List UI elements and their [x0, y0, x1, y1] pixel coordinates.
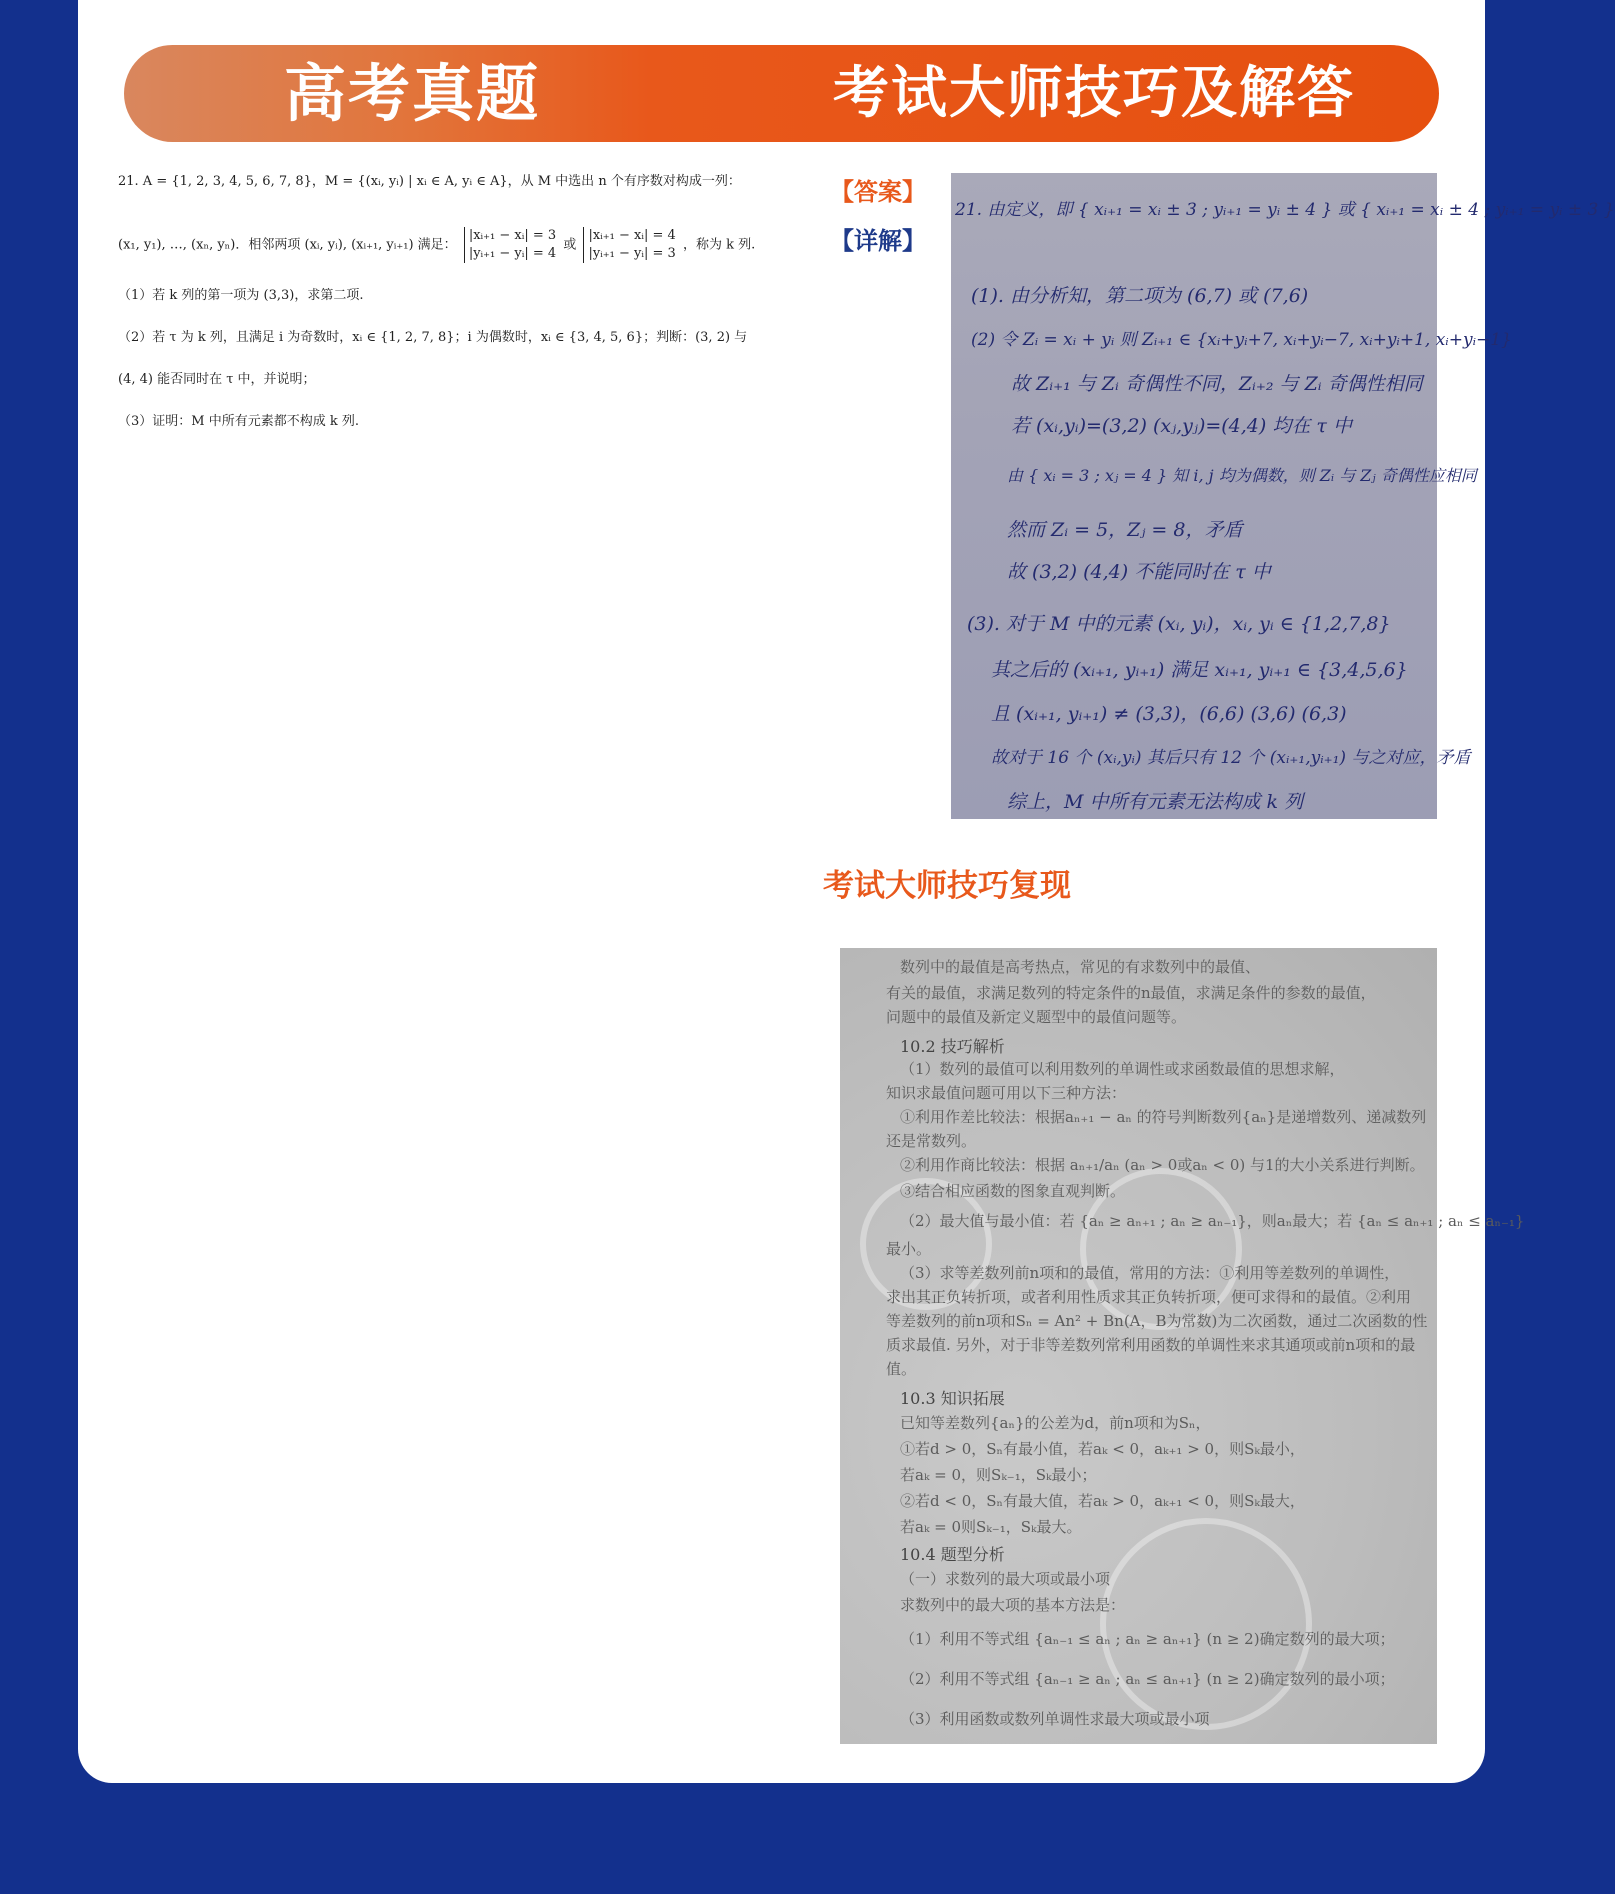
- book-line: 求出其正负转折项，或者利用性质求其正负转折项，便可求得和的最值。②利用: [886, 1288, 1412, 1306]
- watermark-stamp: [1100, 1518, 1312, 1730]
- book-line: 质求最值. 另外，对于非等差数列常利用函数的单调性来求其通项或前n项和的最: [886, 1336, 1416, 1354]
- question-3: （3）证明：M 中所有元素都不构成 k 列.: [118, 414, 359, 429]
- hw-line: 由 { xᵢ = 3 ; xⱼ = 4 } 知 i, j 均为偶数，则 Zᵢ 与 Zⱼ 奇偶性应相同: [1007, 466, 1477, 485]
- book-line: 值。: [886, 1360, 917, 1378]
- hw-line: 故 Zᵢ₊₁ 与 Zᵢ 奇偶性不同，Zᵢ₊₂ 与 Zᵢ 奇偶性相同: [1011, 373, 1423, 395]
- condition-1b: |yᵢ₊₁ − yᵢ| = 4: [468, 246, 557, 261]
- hw-line: 21. 由定义，即 { xᵢ₊₁ = xᵢ ± 3 ; yᵢ₊₁ = yᵢ ± 4 } 或 { xᵢ₊₁ = xᵢ ± 4 ; yᵢ₊₁ = yᵢ ± 3 }: [955, 200, 1615, 220]
- book-line: 数列中的最值是高考热点，常见的有求数列中的最值、: [900, 958, 1261, 976]
- book-line: 知识求最值问题可用以下三种方法：: [886, 1084, 1127, 1102]
- book-line: （一）求数列的最大项或最小项: [900, 1570, 1111, 1588]
- question-2a: （2）若 τ 为 k 列，且满足 i 为奇数时，xᵢ ∈ {1, 2, 7, 8}；i 为偶数时，xᵢ ∈ {3, 4, 5, 6}；判断：(3, 2) 与: [118, 330, 748, 345]
- book-line: 问题中的最值及新定义题型中的最值问题等。: [886, 1008, 1187, 1026]
- hw-line: 若 (xᵢ,yᵢ)=(3,2) (xⱼ,yⱼ)=(4,4) 均在 τ 中: [1011, 415, 1352, 437]
- book-line: ②利用作商比较法：根据 aₙ₊₁/aₙ (aₙ > 0或aₙ < 0) 与1的大小关系进行判断。: [900, 1156, 1425, 1174]
- condition-system-2: [583, 227, 675, 263]
- condition-2a: |xᵢ₊₁ − xᵢ| = 4: [588, 228, 676, 243]
- book-line: （3）求等差数列前n项和的最值，常用的方法：①利用等差数列的单调性，: [900, 1264, 1400, 1282]
- book-line: （3）利用函数或数列单调性求最大项或最小项: [900, 1710, 1210, 1728]
- book-line: 已知等差数列{aₙ}的公差为d，前n项和为Sₙ，: [900, 1414, 1211, 1432]
- book-line: 求数列中的最大项的基本方法是：: [900, 1596, 1126, 1614]
- book-heading: 10.3 知识拓展: [900, 1389, 1005, 1408]
- book-line: （1）数列的最值可以利用数列的单调性或求函数最值的思想求解，: [900, 1060, 1345, 1078]
- hw-line: 故 (3,2) (4,4) 不能同时在 τ 中: [1007, 561, 1271, 583]
- book-line: ①若d > 0，Sₙ有最小值，若aₖ < 0，aₖ₊₁ > 0，则Sₖ最小，: [900, 1440, 1305, 1458]
- book-line: （2）最大值与最小值：若 {aₙ ≥ aₙ₊₁ ; aₙ ≥ aₙ₋₁}，则aₙ最大；若 {aₙ ≤ aₙ₊₁ ; aₙ ≤ aₙ₋₁}: [900, 1212, 1525, 1230]
- header-banner: [124, 45, 1439, 142]
- hw-line: 综上，M 中所有元素无法构成 k 列: [1007, 791, 1304, 813]
- textbook-page-photo: [840, 948, 1525, 1744]
- book-line: ①利用作差比较法：根据aₙ₊₁ − aₙ 的符号判断数列{aₙ}是递增数列、递减数列: [900, 1108, 1427, 1126]
- book-line: 若aₖ = 0则Sₖ₋₁，Sₖ最大。: [900, 1518, 1082, 1536]
- hw-line: (3). 对于 M 中的元素 (xᵢ, yᵢ)，xᵢ, yᵢ ∈ {1,2,7,8}: [967, 613, 1391, 635]
- hw-line: 然而 Zᵢ = 5，Zⱼ = 8，矛盾: [1007, 519, 1243, 541]
- banner-left-title: 高考真题: [284, 57, 541, 130]
- book-line: 若aₖ = 0，则Sₖ₋₁，Sₖ最小；: [900, 1466, 1097, 1484]
- book-line: 等差数列的前n项和Sₙ = An² + Bn(A，B为常数)为二次函数，通过二次函数的性: [886, 1312, 1428, 1330]
- question-2b: (4, 4) 能否同时在 τ 中，并说明；: [118, 372, 316, 387]
- book-line: ②若d < 0，Sₙ有最大值，若aₖ > 0，aₖ₊₁ < 0，则Sₖ最大，: [900, 1492, 1305, 1510]
- condition-system-1: [464, 227, 556, 263]
- condition-2b: |yᵢ₊₁ − yᵢ| = 3: [588, 246, 676, 261]
- book-line: ③结合相应函数的图象直观判断。: [900, 1182, 1126, 1200]
- book-line: 还是常数列。: [886, 1132, 977, 1150]
- book-line: （2）利用不等式组 {aₙ₋₁ ≥ aₙ ; aₙ ≤ aₙ₊₁} (n ≥ 2)确定数列的最小项；: [900, 1670, 1395, 1688]
- handwritten-answer-photo: [951, 173, 1615, 819]
- hw-line: 其之后的 (xᵢ₊₁, yᵢ₊₁) 满足 xᵢ₊₁, yᵢ₊₁ ∈ {3,4,5,6}: [991, 659, 1408, 681]
- question-1: （1）若 k 列的第一项为 (3,3)，求第二项.: [118, 288, 364, 303]
- book-line: 有关的最值，求满足数列的特定条件的n最值，求满足条件的参数的最值，: [886, 984, 1376, 1002]
- answer-tag: 【答案】: [830, 178, 926, 206]
- book-heading: 10.4 题型分析: [900, 1545, 1005, 1564]
- condition-1a: |xᵢ₊₁ − xᵢ| = 3: [468, 228, 557, 243]
- problem-line-1: 21. A = {1, 2, 3, 4, 5, 6, 7, 8}，M = {(xᵢ, yᵢ) | xᵢ ∈ A, yᵢ ∈ A}，从 M 中选出 n 个有序数对构成一列：: [118, 174, 741, 189]
- problem-line-2-end: ，称为 k 列.: [682, 237, 756, 253]
- problem-line-2-text: (x₁, y₁), …, (xₙ, yₙ)．相邻两项 (xᵢ, yᵢ), (xᵢ₊₁, yᵢ₊₁) 满足：: [118, 237, 457, 253]
- hw-line: 且 (xᵢ₊₁, yᵢ₊₁) ≠ (3,3)，(6,6) (3,6) (6,3): [991, 703, 1347, 725]
- hw-line: (1). 由分析知，第二项为 (6,7) 或 (7,6): [971, 285, 1309, 307]
- condition-or: 或: [563, 237, 577, 253]
- hw-line: (2) 令 Zᵢ = xᵢ + yᵢ 则 Zᵢ₊₁ ∈ {xᵢ+yᵢ+7, xᵢ+yᵢ−7, xᵢ+yᵢ+1, xᵢ+yᵢ−1}: [971, 330, 1512, 350]
- book-line: 最小。: [886, 1240, 932, 1258]
- banner-right-title: 考试大师技巧及解答: [833, 61, 1355, 126]
- hw-line: 故对于 16 个 (xᵢ,yᵢ) 其后只有 12 个 (xᵢ₊₁,yᵢ₊₁) 与之对应，矛盾: [991, 748, 1471, 768]
- book-line: （1）利用不等式组 {aₙ₋₁ ≤ aₙ ; aₙ ≥ aₙ₊₁} (n ≥ 2)确定数列的最大项；: [900, 1630, 1395, 1648]
- problem-line-2: [118, 227, 755, 263]
- book-heading: 10.2 技巧解析: [900, 1037, 1005, 1056]
- section-title: 考试大师技巧复现: [823, 868, 1071, 904]
- detail-tag: 【详解】: [830, 227, 926, 255]
